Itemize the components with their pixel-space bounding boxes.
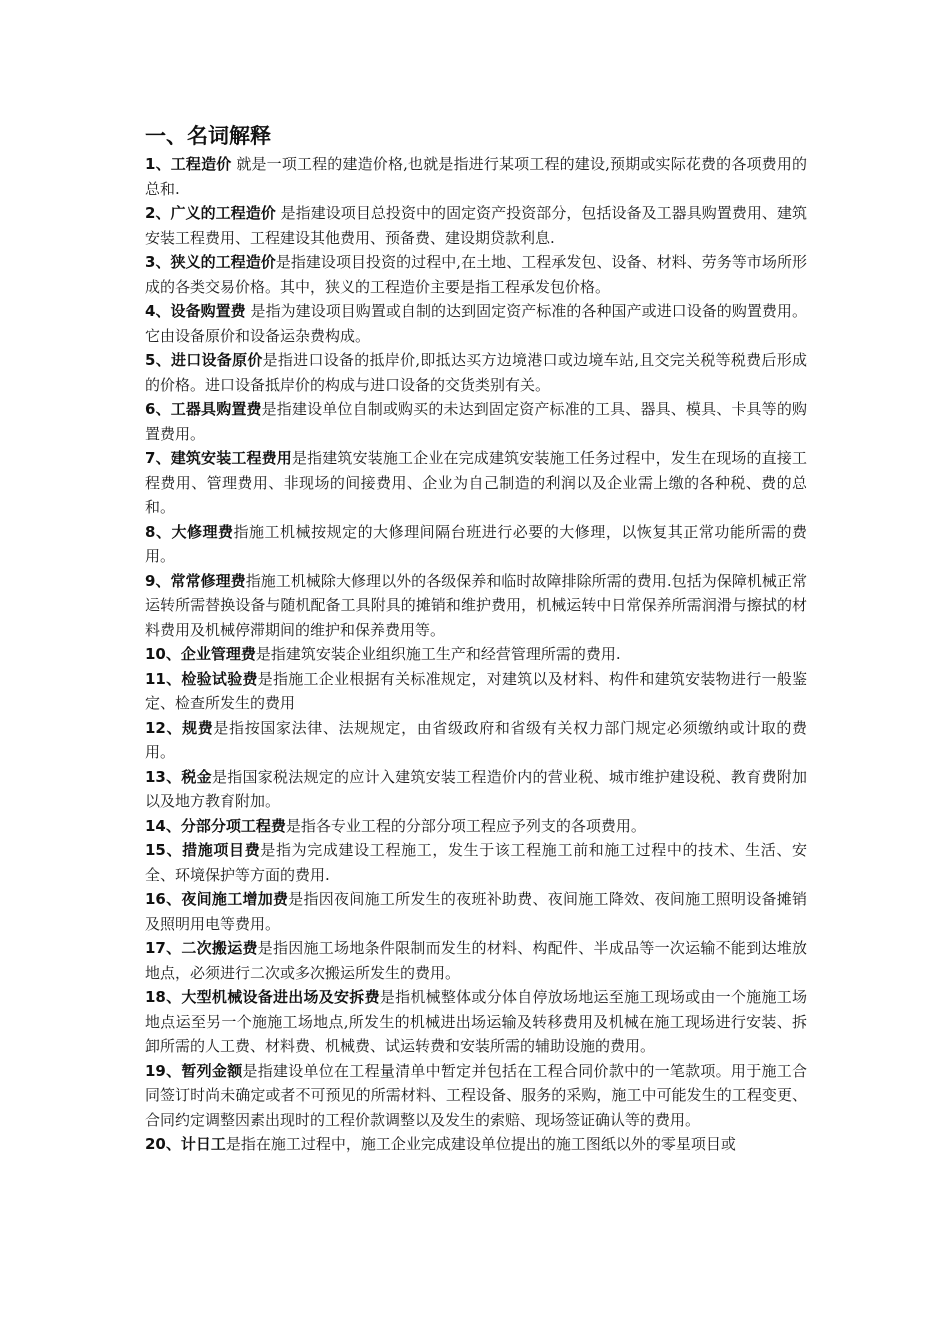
definition-term: 18、大型机械设备进出场及安拆费 <box>145 988 380 1006</box>
definition-term: 8、大修理费 <box>145 522 234 541</box>
definition-entry <box>145 569 807 643</box>
definition-entry <box>145 642 807 667</box>
definition-entry <box>145 397 807 446</box>
definition-entry <box>145 201 807 250</box>
document-page <box>145 122 807 1157</box>
definition-text: 指施工机械按规定的大修理间隔台班进行必要的大修理，以恢复其正常功能所需的费用。 <box>145 522 807 565</box>
definition-text: 是指建筑安装企业组织施工生产和经营管理所需的费用. <box>255 645 621 663</box>
definition-entry <box>145 1059 807 1133</box>
definition-term: 12、规费 <box>145 718 214 737</box>
definition-term: 4、设备购置费 <box>145 302 246 320</box>
definition-term: 19、暂列金额 <box>145 1061 243 1080</box>
definition-entry <box>145 765 807 814</box>
definition-text: 是指机械整体或分体自停放场地运至施工现场或由一个施施工场地点运至另一个施施工场地点,所发生的机械进出场运输及转移费用及机械在施工现场进行安装、拆卸所需的人工费、材料费、机械费、试运转费和安装所需的辅助设施的费用。 <box>145 988 807 1055</box>
definition-term: 13、税金 <box>145 767 212 786</box>
definition-text: 是指施工企业根据有关标准规定，对建筑以及材料、构件和建筑安装物进行一般鉴定、检查所发生的费用 <box>145 669 807 712</box>
definition-list <box>145 152 807 1157</box>
definition-entry <box>145 299 807 348</box>
definition-text: 是指建设项目总投资中的固定资产投资部分，包括设备及工器具购置费用、建筑安装工程费用、工程建设其他费用、预备费、建设期贷款利息. <box>145 204 807 247</box>
definition-term: 3、狭义的工程造价 <box>145 253 276 271</box>
definition-entry <box>145 838 807 887</box>
definition-entry <box>145 348 807 397</box>
definition-text: 是指国家税法规定的应计入建筑安装工程造价内的营业税、城市维护建设税、教育费附加以及地方教育附加。 <box>145 767 807 810</box>
definition-entry <box>145 814 807 839</box>
definition-entry <box>145 446 807 520</box>
section-heading: 一、名词解释 <box>145 124 271 148</box>
definition-term: 1、工程造价 <box>145 155 232 173</box>
definition-term: 5、进口设备原价 <box>145 351 263 369</box>
definition-term: 16、夜间施工增加费 <box>145 890 289 908</box>
definition-entry <box>145 520 807 569</box>
definition-term: 9、常常修理费 <box>145 571 246 590</box>
definition-text: 是指建筑安装施工企业在完成建筑安装施工任务过程中，发生在现场的直接工程费用、管理费用、非现场的间接费用、企业为自己制造的利润以及企业需上缴的各种税、费的总和。 <box>145 449 807 516</box>
definition-term: 14、分部分项工程费 <box>145 816 286 835</box>
definition-text: 是指为建设项目购置或自制的达到固定资产标准的各种国产或进口设备的购置费用。它由设备原价和设备运杂费构成。 <box>145 302 807 345</box>
definition-term: 20、计日工 <box>145 1135 226 1153</box>
definition-entry <box>145 1132 807 1157</box>
definition-text: 是指因夜间施工所发生的夜班补助费、夜间施工降效、夜间施工照明设备摊销及照明用电等费用。 <box>145 890 807 933</box>
definition-entry <box>145 250 807 299</box>
definition-entry <box>145 152 807 201</box>
definition-entry <box>145 936 807 985</box>
definition-term: 2、广义的工程造价 <box>145 204 276 222</box>
definition-term: 17、二次搬运费 <box>145 939 258 957</box>
definition-entry <box>145 716 807 765</box>
definition-text: 是指因施工场地条件限制而发生的材料、构配件、半成品等一次运输不能到达堆放地点，必须进行二次或多次搬运所发生的费用。 <box>145 939 807 982</box>
definition-term: 7、建筑安装工程费用 <box>145 449 292 467</box>
definition-term: 11、检验试验费 <box>145 669 258 688</box>
definition-term: 15、措施项目费 <box>145 841 261 859</box>
definition-text: 指施工机械除大修理以外的各级保养和临时故障排除所需的费用.包括为保障机械正常运转所需替换设备与随机配备工具附具的摊销和维护费用，机械运转中日常保养所需润滑与擦拭的材料费用及机械停滞期间的维护和保养费用等。 <box>145 571 807 639</box>
definition-text: 是指各专业工程的分部分项工程应予列支的各项费用。 <box>285 816 646 835</box>
definition-text: 是指在施工过程中，施工企业完成建设单位提出的施工图纸以外的零星项目或 <box>225 1135 736 1153</box>
definition-text: 是指建设单位在工程量清单中暂定并包括在工程合同价款中的一笔款项。用于施工合同签订时尚未确定或者不可预见的所需材料、工程设备、服务的采购，施工中可能发生的工程变更、合同约定调整因素出现时的工程价款调整以及发生的索赔、现场签证确认等的费用。 <box>145 1061 807 1129</box>
definition-term: 10、企业管理费 <box>145 645 256 663</box>
definition-text: 是指进口设备的抵岸价,即抵达买方边境港口或边境车站,且交完关税等税费后形成的价格。进口设备抵岸价的构成与进口设备的交货类别有关。 <box>145 351 807 394</box>
definition-text: 就是一项工程的建造价格,也就是指进行某项工程的建设,预期或实际花费的各项费用的总和. <box>145 155 807 198</box>
definition-entry <box>145 887 807 936</box>
definition-text: 是指建设项目投资的过程中,在土地、工程承发包、设备、材料、劳务等市场所形成的各类交易价格。其中，狭义的工程造价主要是指工程承发包价格。 <box>145 253 807 296</box>
definition-term: 6、工器具购置费 <box>145 400 262 418</box>
definition-text: 是指建设单位自制或购买的未达到固定资产标准的工具、器具、模具、卡具等的购置费用。 <box>145 400 807 443</box>
definition-text: 是指为完成建设工程施工，发生于该工程施工前和施工过程中的技术、生活、安全、环境保护等方面的费用. <box>145 841 807 884</box>
definition-entry <box>145 985 807 1059</box>
definition-text: 是指按国家法律、法规规定，由省级政府和省级有关权力部门规定必须缴纳或计取的费用。 <box>145 718 807 761</box>
definition-entry <box>145 667 807 716</box>
